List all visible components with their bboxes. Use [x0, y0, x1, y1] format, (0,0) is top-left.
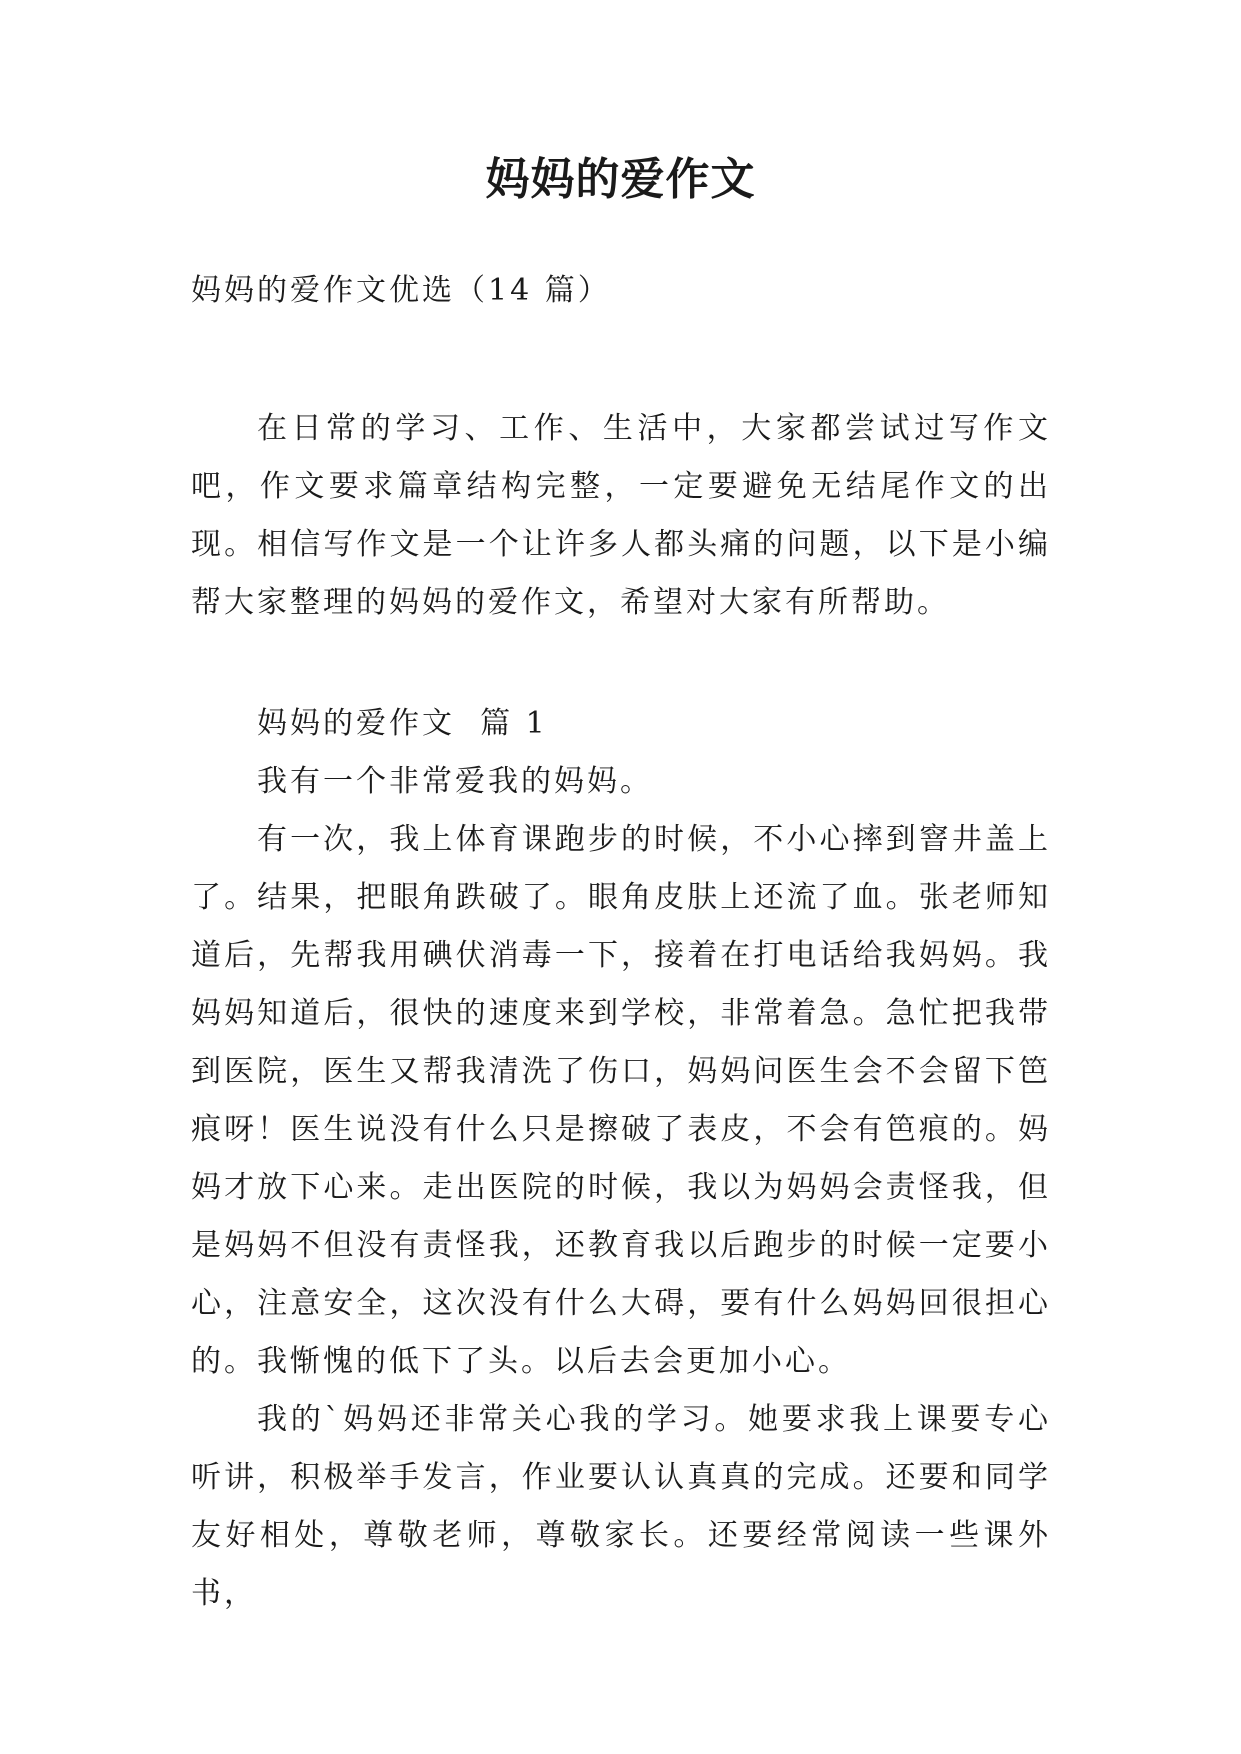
essay-paragraph-1: 我有一个非常爱我的妈妈。 [257, 764, 653, 799]
essay-heading: 妈妈的爱作文 篇 1 [257, 706, 548, 741]
intro-paragraph: 在日常的学习、工作、生活中，大家都尝试过写作文吧，作文要求篇章结构完整，一定要避免无结尾作文的出现。相信写作文是一个让许多人都头痛的问题，以下是小编帮大家整理的妈妈的爱作文，希望对大家有所帮助。 [191, 411, 1051, 620]
essay-section [191, 695, 1051, 1623]
essay-paragraph-3: 我的`妈妈还非常关心我的学习。她要求我上课要专心听讲，积极举手发言，作业要认认真真的完成。还要和同学友好相处，尊敬老师，尊敬家长。还要经常阅读一些课外书， [191, 1402, 1051, 1611]
document-title: 妈妈的爱作文 [485, 154, 756, 205]
document-subtitle: 妈妈的爱作文优选（14 篇） [191, 273, 611, 308]
essay-paragraph-2: 有一次，我上体育课跑步的时候，不小心摔到窨井盖上了。结果，把眼角跌破了。眼角皮肤上还流了血。张老师知道后，先帮我用碘伏消毒一下，接着在打电话给我妈妈。我妈妈知道后，很快的速度来到学校，非常着急。急忙把我带到医院，医生又帮我清洗了伤口，妈妈问医生会不会留下笆痕呀！医生说没有什么只是擦破了表皮，不会有笆痕的。妈妈才放下心来。走出医院的时候，我以为妈妈会责怪我，但是妈妈不但没有责怪我，还教育我以后跑步的时候一定要小心，注意安全，这次没有什么大碍，要有什么妈妈回很担心的。我惭愧的低下了头。以后去会更加小心。 [191, 822, 1051, 1379]
